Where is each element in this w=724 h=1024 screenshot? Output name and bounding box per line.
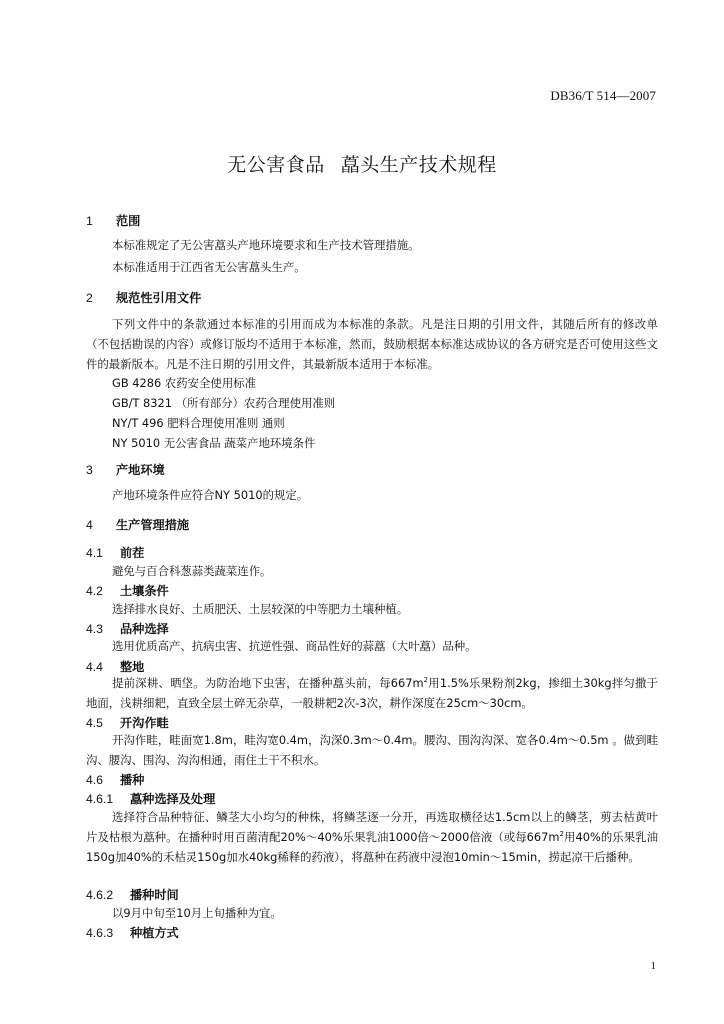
section-title: 前茬 (120, 546, 145, 560)
section-title: 种植方式 (130, 926, 179, 940)
subsection-heading-previous-crop (86, 544, 144, 561)
section-heading-references (86, 289, 201, 306)
section-title: 藠种选择及处理 (130, 792, 216, 806)
section-title: 播种 (120, 773, 145, 787)
section-number: 4.6.1 (86, 792, 114, 806)
paragraph-scope-1: 本标准规定了无公害藠头产地环境要求和生产技术管理措施。 (112, 238, 420, 252)
section-number: 4.1 (86, 546, 103, 560)
section-number: 4.4 (86, 660, 103, 674)
title-part-left: 无公害食品 (227, 154, 325, 176)
document-code: DB36/T 514—2007 (550, 88, 656, 103)
text-run: 用1.5%乐果粉剂2kg，掺细土30kg拌匀撒于地面，浅耕细耙，直致全层土碎无杂草，一般耕耙2次-3次，耕作深度在25cm～30cm。 (86, 676, 658, 710)
section-heading-management (86, 516, 189, 533)
text-run: 用40%的乐果乳油150g加40%的禾枯灵150g加水40kg稀释的药液），将藠种在药液中浸泡10min～15min，捞起凉干后播种。 (86, 830, 658, 864)
section-number: 4.3 (86, 622, 103, 636)
reference-item: NY/T 496 肥料合理使用准则 通则 (112, 416, 285, 430)
paragraph-land-prep (86, 673, 658, 713)
section-title: 整地 (120, 660, 145, 674)
paragraph-previous-crop: 避免与百合科葱蒜类蔬菜连作。 (112, 564, 272, 578)
paragraph-environment: 产地环境条件应符合NY 5010的规定。 (112, 488, 309, 502)
section-title: 生产管理措施 (116, 518, 190, 532)
section-number: 1 (86, 214, 93, 228)
section-title: 土壤条件 (120, 584, 169, 598)
paragraph-soil: 选择排水良好、土质肥沃、土层较深的中等肥力土壤种植。 (112, 602, 409, 616)
paragraph-scope-2: 本标准适用于江西省无公害藠头生产。 (112, 260, 306, 274)
section-title: 产地环境 (116, 463, 165, 477)
subsection-heading-sowing (86, 771, 144, 788)
paragraph-seed-selection (86, 807, 658, 867)
subsection-heading-seed-selection (86, 790, 215, 807)
reference-item: GB/T 8321 （所有部分）农药合理使用准则 (112, 396, 336, 410)
section-number: 4.2 (86, 584, 103, 598)
section-title: 品种选择 (120, 622, 169, 636)
subsection-heading-sowing-time (86, 886, 179, 903)
section-title: 播种时间 (130, 888, 179, 902)
paragraph-references-intro: 下列文件中的条款通过本标准的引用而成为本标准的条款。凡是注日期的引用文件，其随后所有的修改单（不包括勘误的内容）或修订版均不适用于本标准，然而，鼓励根据本标准达成协议的各方研究是否可使用这些文件的最新版本。凡是不注日期的引用文件，其最新版本适用于本标准。 (86, 317, 658, 371)
subsection-heading-soil (86, 582, 169, 599)
text-run: 提前深耕、晒垡。为防治地下虫害，在播种藠头前，每667m (112, 676, 424, 690)
superscript: 2 (423, 676, 429, 685)
section-title: 开沟作畦 (120, 716, 169, 730)
section-number: 4.6.2 (86, 888, 114, 902)
section-title: 规范性引用文件 (116, 291, 202, 305)
subsection-heading-variety (86, 620, 169, 637)
subsection-heading-planting-method (86, 924, 179, 941)
section-heading-scope (86, 212, 140, 229)
text-run: 选择符合品种特征、鳞茎大小均匀的种株，将鳞茎逐一分开，再选取横径达1.5cm以上的鳞茎，剪去枯黄叶片及枯根为藠种。在播种时用百菌清配20%～40%乐果乳油1000倍～2000倍液（或每667m (86, 810, 658, 844)
reference-item: NY 5010 无公害食品 蔬菜产地环境条件 (112, 436, 316, 450)
superscript: 2 (559, 830, 564, 839)
subsection-heading-ridging (86, 714, 169, 731)
section-number: 3 (86, 463, 93, 477)
section-heading-environment (86, 461, 165, 478)
section-number: 4.6 (86, 773, 103, 787)
section-number: 4 (86, 518, 93, 532)
paragraph-variety: 选用优质高产、抗病虫害、抗逆性强、商品性好的蒜藠（大叶藠）品种。 (112, 639, 477, 653)
section-number: 4.5 (86, 716, 103, 730)
section-number: 4.6.3 (86, 926, 114, 940)
paragraph-sowing-time: 以9月中旬至10月上旬播种为宜。 (112, 906, 282, 920)
section-number: 2 (86, 291, 93, 305)
reference-item: GB 4286 农药安全使用标准 (112, 376, 256, 390)
document-title (0, 150, 724, 177)
paragraph-ridging: 开沟作畦，畦面宽1.8m，畦沟宽0.4m，沟深0.3m～0.4m。腰沟、围沟沟深、宽各0.4m～0.5m 。做到畦沟、腰沟、围沟、沟沟相通，雨住土干不积水。 (86, 733, 658, 767)
title-part-right: 藠头生产技术规程 (340, 154, 497, 176)
section-title: 范围 (116, 214, 141, 228)
page-number: 1 (650, 960, 656, 972)
